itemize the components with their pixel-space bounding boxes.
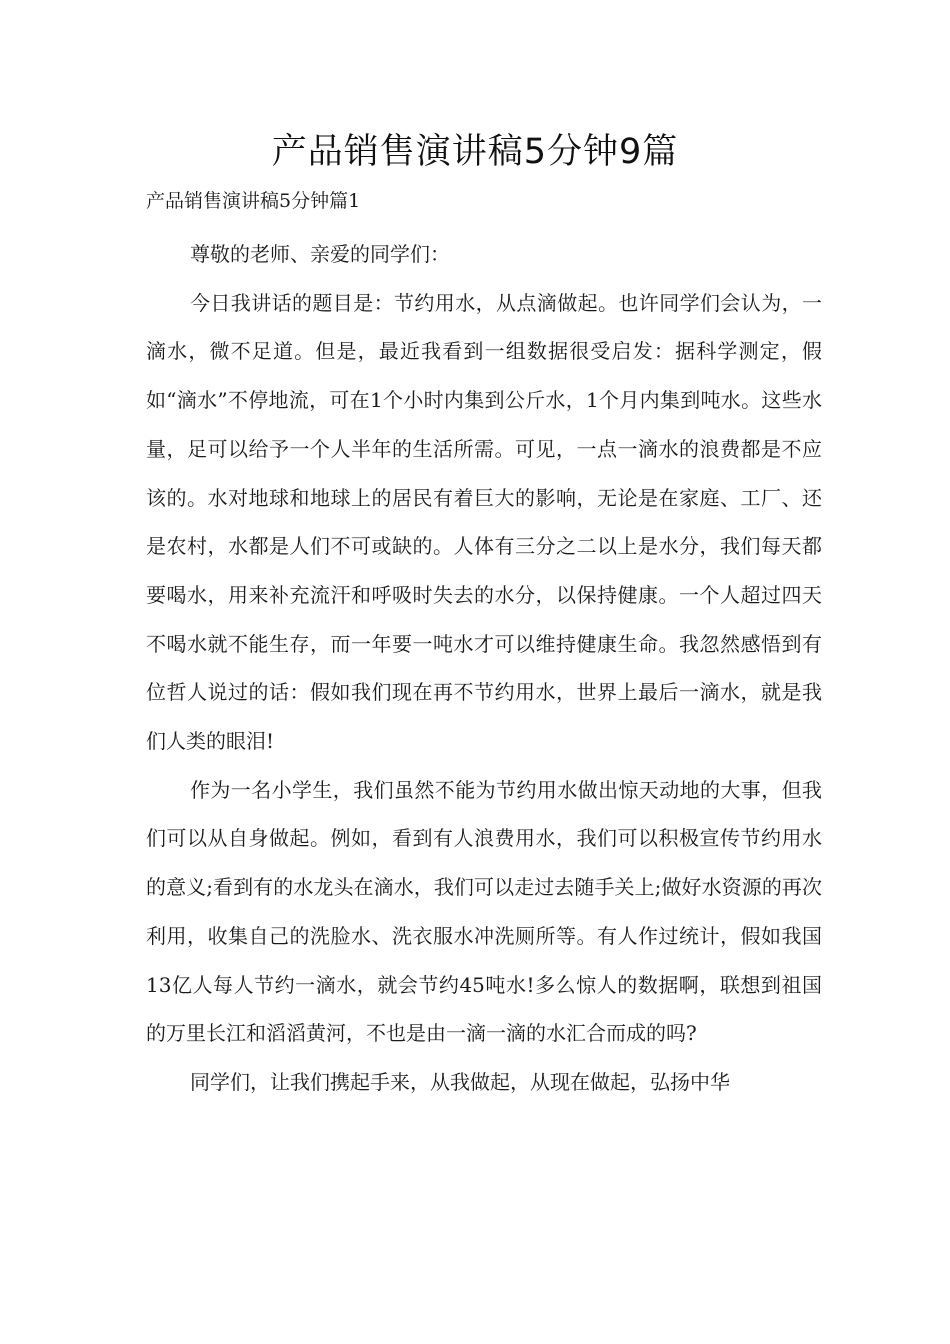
paragraph-greeting: 尊敬的老师、亲爱的同学们： bbox=[190, 242, 450, 266]
document-body bbox=[146, 230, 822, 1107]
paragraph-2: 作为一名小学生，我们虽然不能为节约用水做出惊天动地的大事，但我们可以从自身做起。例如，看到有人浪费用水，我们可以积极宣传节约用水的意义;看到有的水龙头在滴水，我们可以走过去随手关上;做好水资源的再次利用，收集自己的洗脸水、洗衣服水冲洗厕所等。有人作过统计，假如我国13亿人每人节约一滴水，就会节约45吨水!多么惊人的数据啊，联想到祖国的万里长江和滔滔黄河，不也是由一滴一滴的水汇合而成的吗? bbox=[146, 777, 822, 1046]
paragraph-1: 今日我讲话的题目是：节约用水，从点滴做起。也许同学们会认为，一滴水，微不足道。但是，最近我看到一组数据很受启发：据科学测定，假如“滴水”不停地流，可在1个小时内集到公斤水，1个月内集到吨水。这些水量，足可以给予一个人半年的生活所需。可见，一点一滴水的浪费都是不应该的。水对地球和地球上的居民有着巨大的影响，无论是在家庭、工厂、还是农村，水都是人们不可或缺的。人体有三分之二以上是水分，我们每天都要喝水，用来补充流汗和呼吸时失去的水分，以保持健康。一个人超过四天不喝水就不能生存，而一年要一吨水才可以维持健康生命。我忽然感悟到有位哲人说过的话：假如我们现在再不节约用水，世界上最后一滴水，就是我们人类的眼泪! bbox=[146, 290, 822, 754]
section-heading: 产品销售演讲稿5分钟篇1 bbox=[146, 190, 361, 212]
document-title: 产品销售演讲稿5分钟9篇 bbox=[271, 132, 679, 172]
paragraph-3: 同学们，让我们携起手来，从我做起，从现在做起，弘扬中华 bbox=[190, 1069, 730, 1094]
